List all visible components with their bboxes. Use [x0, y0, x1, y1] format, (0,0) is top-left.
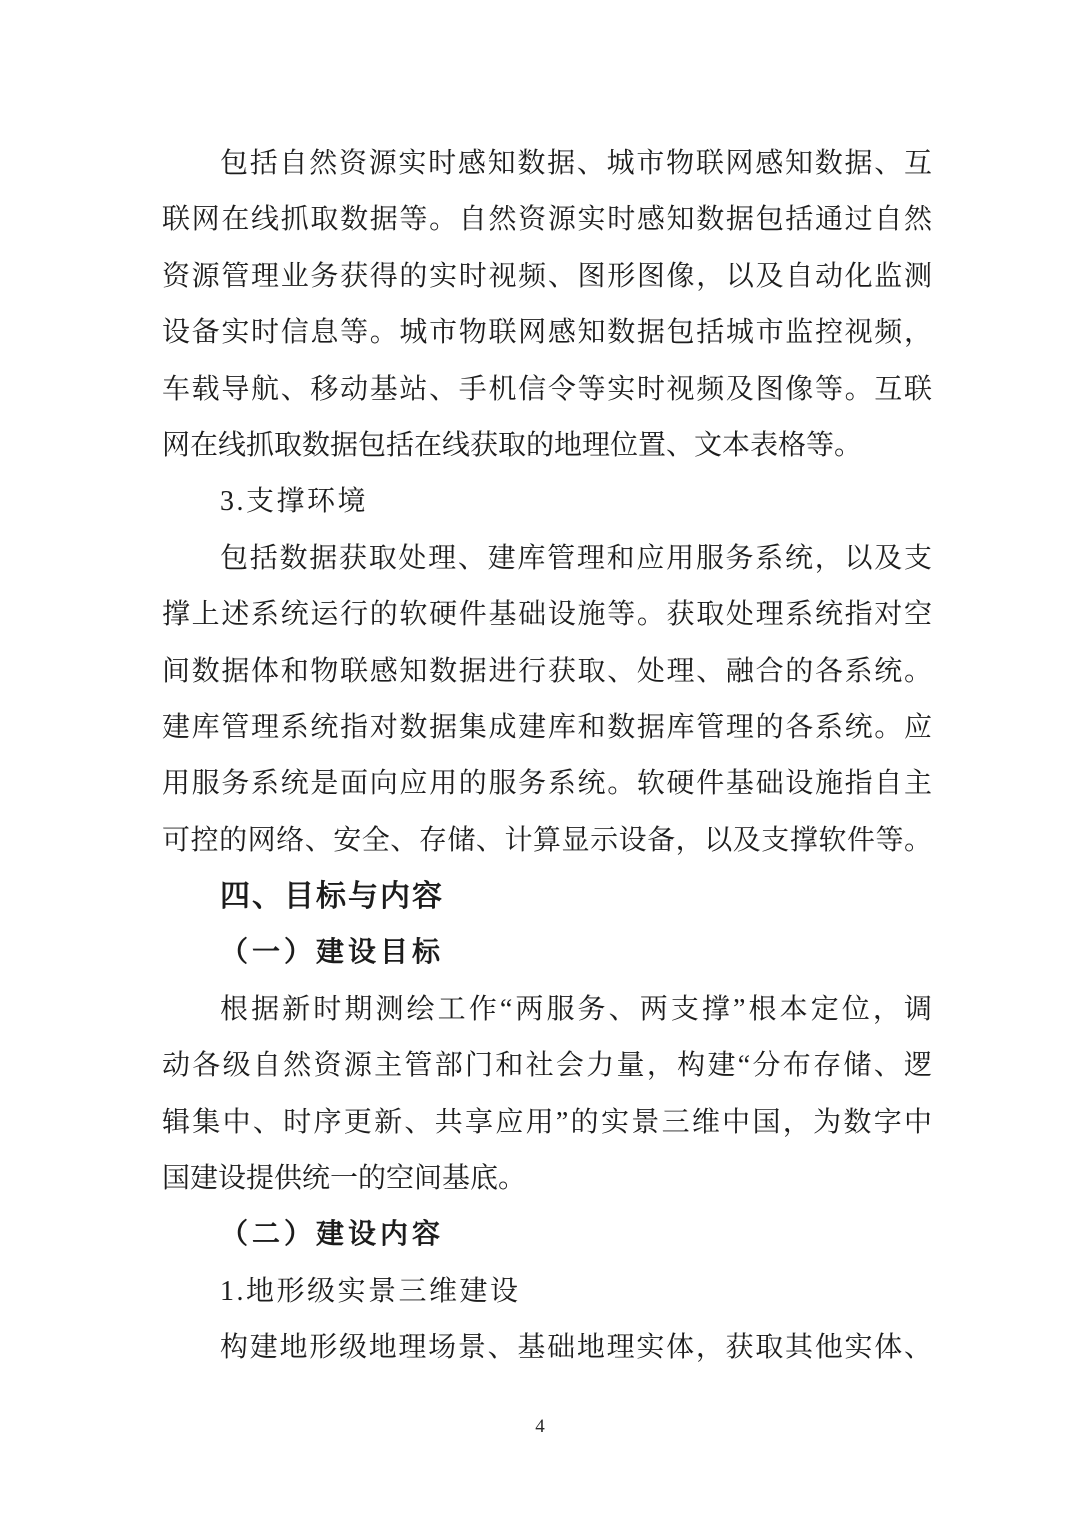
body-line: 用服务系统是面向应用的服务系统。软硬件基础设施指自主: [162, 768, 932, 800]
body-line: 包括自然资源实时感知数据、城市物联网感知数据、互: [220, 148, 932, 179]
body-line: 联网在线抓取数据等。自然资源实时感知数据包括通过自然: [162, 204, 932, 236]
body-line: 可控的网络、安全、存储、计算显示设备，以及支撑软件等。: [162, 824, 932, 856]
numbered-heading: 1.地形级实景三维建设: [220, 1275, 521, 1307]
body-line: 国建设提供统一的空间基底。: [162, 1163, 527, 1195]
body-line: 辑集中、时序更新、共享应用”的实景三维中国，为数字中: [162, 1106, 932, 1138]
body-line: 设备实时信息等。城市物联网感知数据包括城市监控视频，: [162, 317, 932, 349]
body-line: 资源管理业务获得的实时视频、图形图像，以及自动化监测: [162, 260, 932, 292]
body-line: 根据新时期测绘工作“两服务、两支撑”根本定位，调: [220, 993, 932, 1025]
document-body: [162, 136, 932, 1377]
numbered-heading: 3.支撑环境: [220, 486, 369, 518]
body-line: 撑上述系统运行的软硬件基础设施等。获取处理系统指对空: [162, 599, 932, 631]
body-line: 建库管理系统指对数据集成建库和数据库管理的各系统。应: [162, 711, 932, 743]
page-number: 4: [535, 1416, 545, 1437]
body-line: 包括数据获取处理、建库管理和应用服务系统，以及支: [220, 542, 932, 574]
section-heading: 四、目标与内容: [220, 880, 444, 914]
body-line: 间数据体和物联感知数据进行获取、处理、融合的各系统。: [162, 655, 932, 687]
body-line: 网在线抓取数据包括在线获取的地理位置、文本表格等。: [162, 429, 863, 461]
subsection-heading: （一）建设目标: [220, 937, 445, 969]
body-line: 构建地形级地理场景、基础地理实体，获取其他实体、: [220, 1332, 932, 1364]
body-line: 车载导航、移动基站、手机信令等实时视频及图像等。互联: [162, 373, 932, 405]
body-line: 动各级自然资源主管部门和社会力量，构建“分布存储、逻: [162, 1050, 932, 1082]
subsection-heading: （二）建设内容: [220, 1219, 445, 1251]
